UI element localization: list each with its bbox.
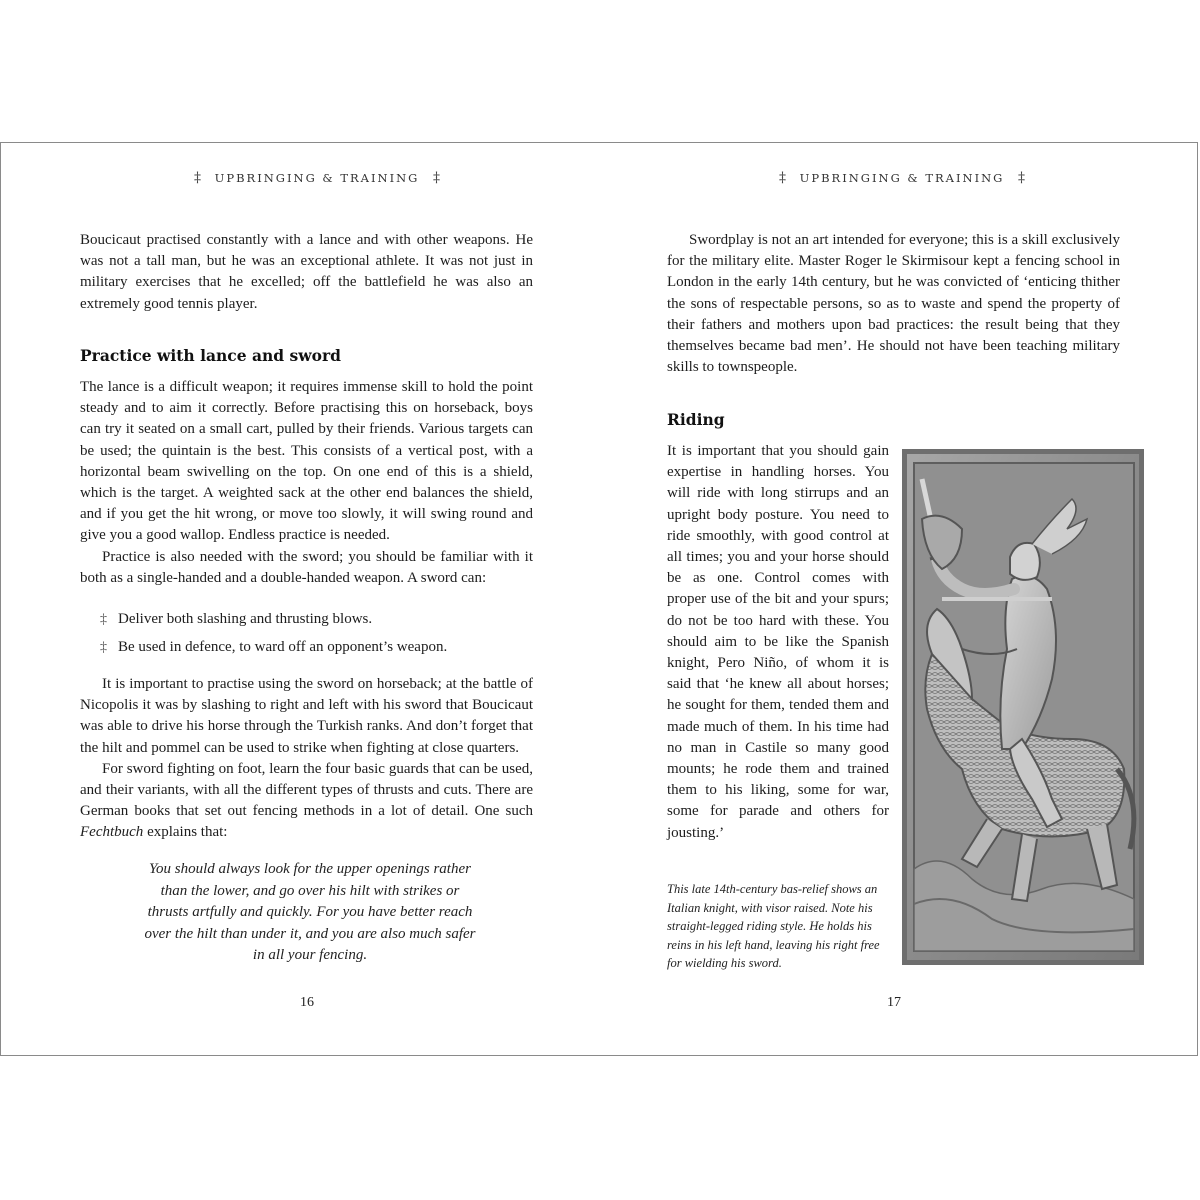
knight-bas-relief-image [902,449,1144,965]
running-head-right [779,170,1025,186]
figure-caption: This late 14th-century bas-relief shows an Italian knight, with visor raised. Note his straight-legged riding style. He holds his reins in his left hand, leaving his right free for wielding his sword. [667,882,880,970]
left-horseback-section [80,674,533,844]
paragraph-lance: The lance is a difficult weapon; it requires immense skill to hold the point steady and to aim it correctly. Before practising this on horseback, boys can try it seated on a small cart, pulled by their friends. Various targets can be used; the quintain is the best. This consists of a vertical post, with a horizontal beam swivelling on the top. On one end of this is a shield, which is the target. A weighted sack at the other end balances the shield, and if you get the hit wrong, or move too slowly, it will swing round and give you a good wallop. Endless practice is needed. [80,379,533,544]
paragraph-sword: Practice is also needed with the sword; you should be familiar with it both as a single-handed and a double-handed weapon. A sword can: [80,548,533,586]
section-heading-practice: Practice with lance and sword [80,346,341,365]
paragraph-swordplay: Swordplay is not an art intended for everyone; this is a skill exclusively for the military elite. Master Roger le Skirmisour kept a fencing school in London in the early 14th century, but he was convicted of ‘enticing thither the sons of respectable persons, so as to waste and spend the property of their fathers and mothers upon bad practices: the result being that they themselves became bad men’. He should not have been teaching military skills to townspeople. [667,232,1120,376]
fechtbuch-quote: You should always look for the upper openings rather than the lower, and go over his hilt with strikes or thrusts artfully and quickly. For you have better reach over the hilt than under it, and you are also much safer in all your fencing. [144,861,476,963]
page-number-left: 16 [300,995,314,1010]
cross-ornament-icon: ‡ [194,170,201,186]
list-item [100,609,447,637]
list-item [100,637,447,665]
paragraph-foot-end: explains that: [143,824,228,841]
running-head-right-text: UPBRINGING & TRAINING [799,171,1005,185]
paragraph-riding: It is important that you should gain expertise in handling horses. You will ride with long stirrups and an upright body posture. You need to ride smoothly, with good control at all times; you and your horse should be as one. Control comes with proper use of the bit and your spurs; do not be too hard with these. You should aim to be like the Spanish knight, Pero Niño, of whom it is said that ‘he knew all about horses; he sought for them, tended them and made much of them. In his time had no man in Castile so many good mounts; he rode them and trained them to his liking, some for war, some for parade and others for jousting.’ [667,443,889,841]
right-riding-section [667,441,889,844]
cross-ornament-icon: ‡ [1018,170,1026,186]
paragraph-foot-text: For sword fighting on foot, learn the four basic guards that can be used, and their variants, with all the different types of thrusts and cuts. There are German books that set out fencing methods in a lot of detail. One such [80,760,533,820]
cross-bullet-icon: ‡ [100,640,107,655]
cross-bullet-icon: ‡ [100,612,107,627]
list-item-text: Be used in defence, to ward off an opponent’s weapon. [118,639,448,655]
page-number-right: 17 [887,995,901,1010]
paragraph-horseback: It is important to practise using the sword on horseback; at the battle of Nicopolis it was by slashing to right and left with his sword that Boucicaut was able to drive his horse through the Turkish ranks. And don’t forget that the hilt and pommel can be used to strike when fighting at close quarters. [80,676,533,756]
right-swordplay-section [667,230,1120,378]
paragraph-text: Boucicaut practised constantly with a lance and with other weapons. He was not a tall man, but he was an exceptional athlete. It was not just in military exercises that he excelled; off the battlefield he was also an extremely good tennis player. [80,232,533,312]
fechtbuch-term: Fechtbuch [80,824,144,841]
running-head-left [194,170,440,186]
section-heading-riding: Riding [667,410,725,429]
left-lance-section [80,377,533,589]
left-intro-paragraph [80,230,533,315]
cross-ornament-icon: ‡ [433,170,441,186]
running-head-left-text: UPBRINGING & TRAINING [214,171,420,185]
sword-uses-list [100,609,447,665]
cross-ornament-icon: ‡ [779,170,786,186]
paragraph-foot [80,759,533,844]
list-item-text: Deliver both slashing and thrusting blows. [118,611,373,627]
